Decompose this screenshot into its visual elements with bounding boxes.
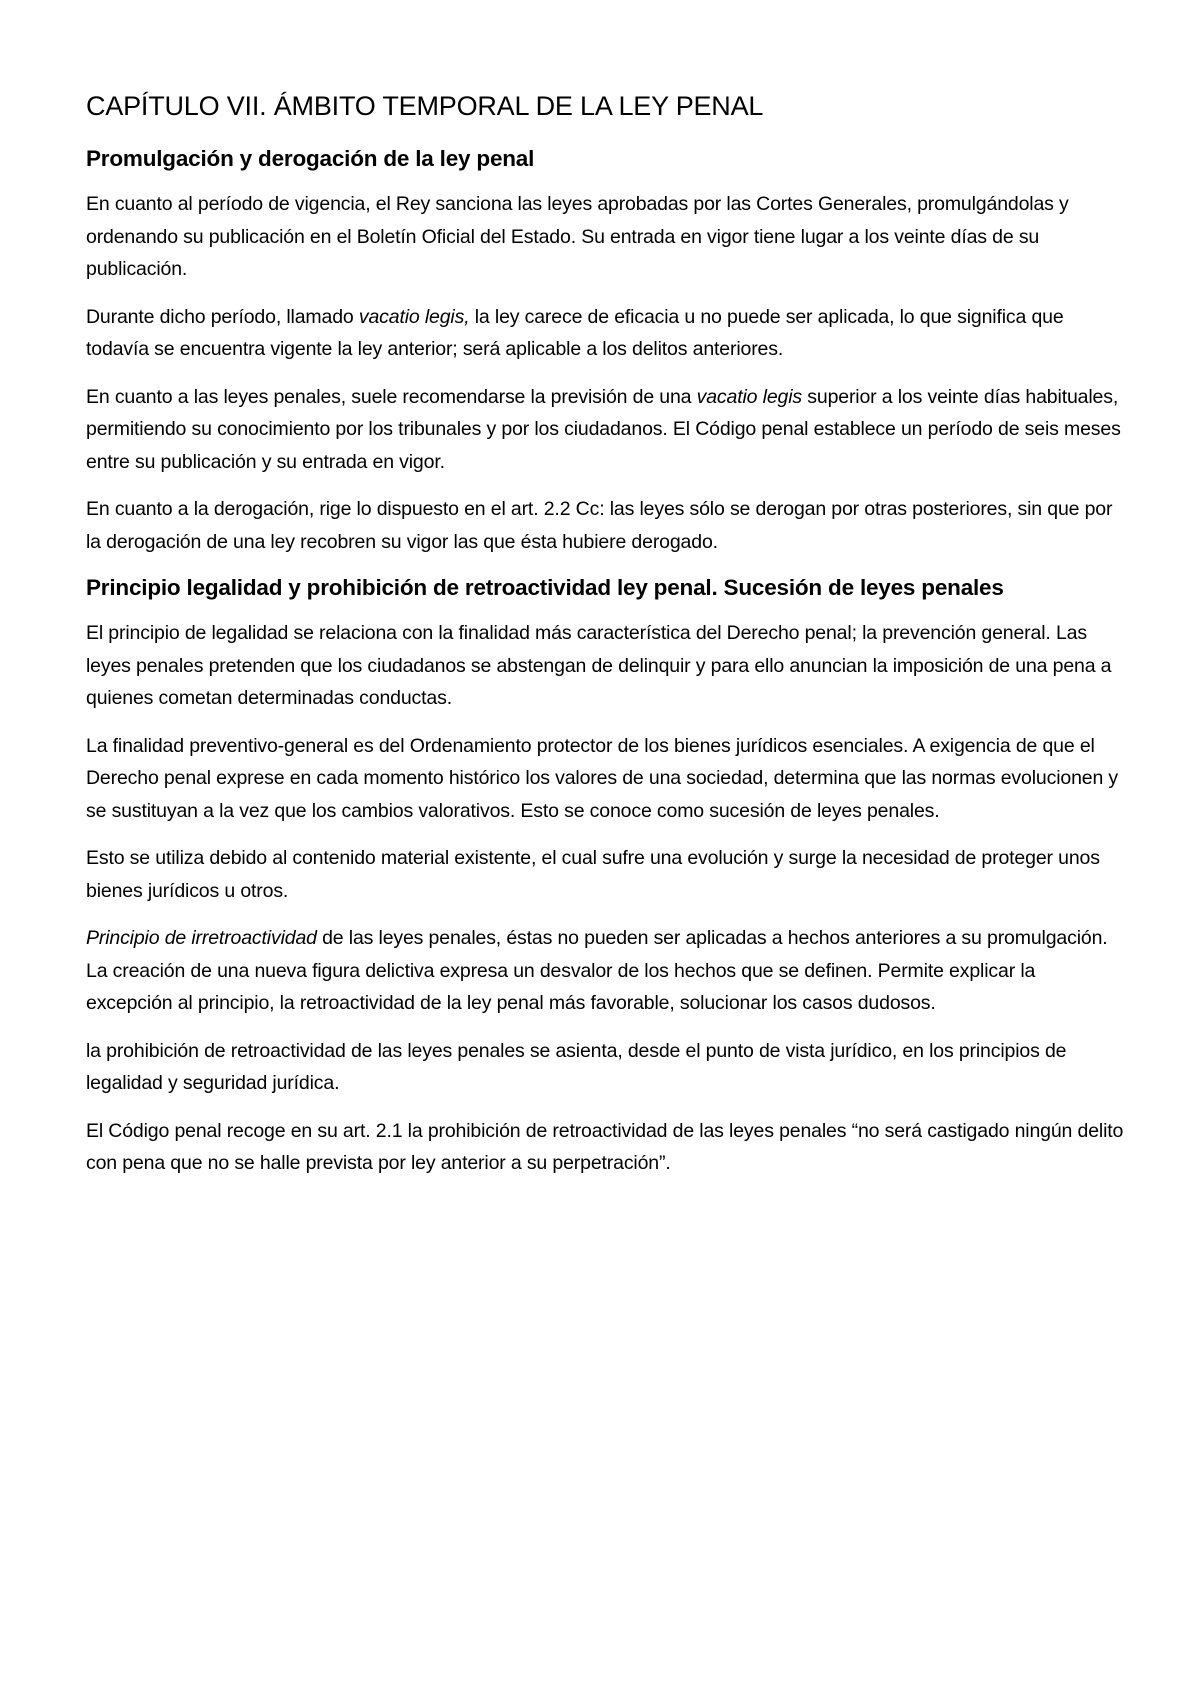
paragraph: En cuanto al período de vigencia, el Rey sanciona las leyes aprobadas por las Cortes Generales, promulgándolas y ordenando su publicación en el Boletín Oficial del Estado. Su entrada en vigor tiene lugar a los veinte días de su publicación. xyxy=(86,193,1069,280)
paragraph: El Código penal recoge en su art. 2.1 la prohibición de retroactividad de las leyes penales “no será castigado ningún delito con pena que no se halle prevista por ley anterior a su perpetración”. xyxy=(86,1119,1124,1174)
italic-term: vacatio legis xyxy=(696,385,802,408)
paragraph xyxy=(86,922,1126,1020)
chapter-title: CAPÍTULO VII. ÁMBITO TEMPORAL DE LA LEY PENAL xyxy=(86,91,764,121)
document-page xyxy=(86,88,1126,1195)
paragraph-text: de las leyes penales, éstas no pueden ser aplicadas a hechos anteriores a su promulgación. La creación de una nueva figura delictiva expresa un desvalor de los hechos que se definen. Permite explicar la excepción al principio, la retroactividad de la ley penal más favorable, solucionar los casos dudosos. xyxy=(86,927,1108,1014)
section-heading-promulgacion: Promulgación y derogación de la ley penal xyxy=(86,146,535,171)
paragraph: Esto se utiliza debido al contenido material existente, el cual sufre una evolución y surge la necesidad de proteger unos bienes jurídicos u otros. xyxy=(86,847,1100,902)
section-heading-legalidad: Principio legalidad y prohibición de retroactividad ley penal. Sucesión de leyes penales xyxy=(86,575,1004,600)
italic-term: Principio de irretroactividad xyxy=(86,927,317,949)
paragraph xyxy=(86,301,1126,366)
italic-term: vacatio legis, xyxy=(358,305,470,328)
paragraph: El principio de legalidad se relaciona con la finalidad más característica del Derecho penal; la prevención general. Las leyes penales pretenden que los ciudadanos se abstengan de delinquir y para ello anuncian la imposición de una pena a quienes cometan determinadas conductas. xyxy=(86,622,1112,709)
paragraph: En cuanto a la derogación, rige lo dispuesto en el art. 2.2 Cc: las leyes sólo se derogan por otras posteriores, sin que por la derogación de una ley recobren su vigor las que ésta hubiere derogado. xyxy=(86,498,1113,553)
paragraph xyxy=(86,381,1126,479)
paragraph-text: En cuanto a las leyes penales, suele recomendarse la previsión de una xyxy=(86,385,697,408)
paragraph-text: la ley carece de eficacia u no puede ser aplicada, lo que significa que todavía se encuentra vigente la ley anterior; será aplicable a los delitos anteriores. xyxy=(86,305,1064,360)
paragraph-text: Durante dicho período, llamado xyxy=(86,305,359,328)
paragraph: La finalidad preventivo-general es del Ordenamiento protector de los bienes jurídicos esenciales. A exigencia de que el Derecho penal exprese en cada momento histórico los valores de una sociedad, determina que las normas evolucionen y se sustituyan a la vez que los cambios valorativos. Esto se conoce como sucesión de leyes penales. xyxy=(86,734,1119,822)
paragraph-text: superior a los veinte días habituales, permitiendo su conocimiento por los tribunales y por los ciudadanos. El Código penal establece un período de seis meses entre su publicación y su entrada en vigor. xyxy=(86,385,1121,473)
paragraph: la prohibición de retroactividad de las leyes penales se asienta, desde el punto de vista jurídico, en los principios de legalidad y seguridad jurídica. xyxy=(86,1039,1067,1094)
